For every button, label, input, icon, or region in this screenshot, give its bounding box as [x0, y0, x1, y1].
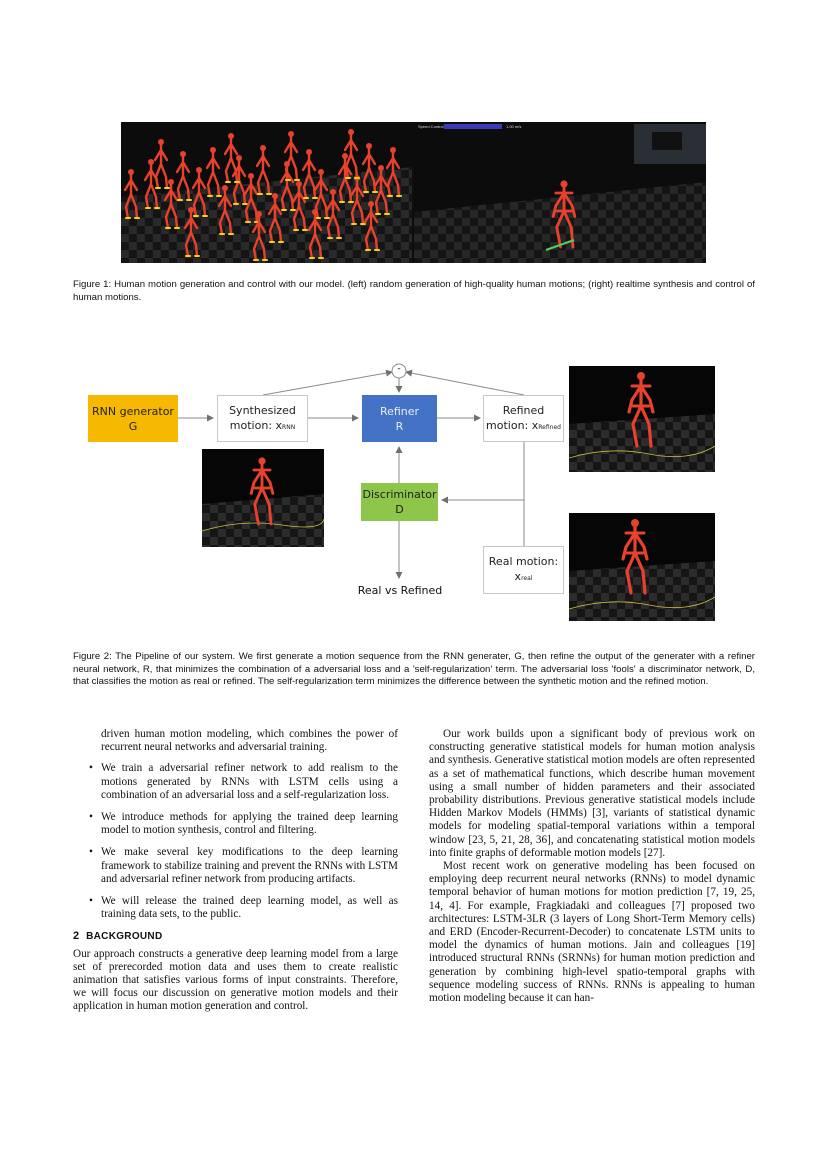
speed-control-value: 1.00 m/s	[506, 124, 522, 129]
rnn-generator-symbol: G	[128, 419, 138, 433]
intro-text: driven human motion modeling, which combines the power of recurrent neural networks and adversarial training.	[101, 728, 398, 754]
list-item: • We train a adversarial refiner network to add realism to the motions generated by RNNs with LSTM cells using a combination of an adversarial loss and a self-regularization loss.	[87, 762, 398, 802]
list-item: • We make several key modifications to the deep learning framework to stabilize training and prevent the RNNs with LSTM and adversarial refiner network from producing artifacts.	[87, 846, 398, 886]
refined-symbol: motion: x	[486, 418, 539, 432]
refiner-label: Refiner	[379, 404, 420, 418]
figure-1-left-panel	[121, 122, 412, 263]
figure-2-caption: Figure 2: The Pipeline of our system. We first generate a motion sequence from the RNN generater, G, then refine the output of the generater with a refiner neural network, R, that minimizes the combination of a adversarial loss and a 'self-regularization' term. The adversarial loss 'fools' a discriminator network, D, that classifies the motion as real or refined. The self-regularization term minimizes the difference between the synthetic motion and the refined motion.	[73, 651, 755, 688]
section-number: 2	[73, 930, 80, 943]
rnn-generator-box	[88, 395, 178, 442]
real-motion-box	[483, 546, 564, 594]
discriminator-symbol: D	[395, 503, 404, 516]
right-column	[429, 728, 755, 1005]
figure-1-right-panel	[414, 122, 706, 263]
real-motion-thumbnail	[569, 513, 715, 621]
crowd-generation-image	[121, 122, 412, 263]
figure-1-caption: Figure 1: Human motion generation and control with our model. (left) random generation of high-quality human motions; (right) realtime synthesis and control of human motions.	[73, 279, 755, 303]
figure-1	[121, 122, 706, 263]
real-motion-subscript: real	[521, 575, 533, 582]
refined-motion-thumbnail	[569, 366, 715, 472]
list-item: • We introduce methods for applying the trained deep learning model to motion synthesis, control and filtering.	[87, 811, 398, 837]
realtime-control-image	[414, 122, 706, 263]
section-title: BACKGROUND	[86, 931, 163, 943]
left-column	[73, 728, 398, 1014]
refined-label: Refined	[502, 403, 545, 417]
synthesized-subscript: RNN	[282, 423, 296, 431]
discriminator-label: Discriminator	[362, 488, 437, 501]
refined-subscript: Refined	[538, 423, 561, 431]
figure-2	[0, 360, 827, 630]
synthesized-motion-box	[217, 395, 308, 442]
contribution-list	[73, 762, 398, 921]
refiner-symbol: R	[395, 419, 404, 433]
real-motion-label: Real motion:	[488, 555, 559, 568]
synthesized-motion-thumbnail	[202, 449, 324, 547]
rnn-generator-label: RNN generator	[92, 404, 174, 418]
synthesized-label: Synthesized	[229, 403, 296, 417]
paragraph: Our work builds upon a significant body of previous work on constructing generative statistical models for human motion analysis and synthesis. Generative statistical motion models are often represented as a set of mathematical functions, which describe human movement using a small number of hidden parameters and their associated probability distributions. Previous generative statistical models include Hidden Markov Models (HMMs) [3], variants of statistical dynamic models for modeling spatial-temporal variations within a temporal window [23, 5, 21, 28, 36], and concatenating statistical motion models into finite graphs of deformable motion models [27].	[429, 728, 755, 859]
real-vs-refined-label: Real vs Refined	[357, 584, 443, 597]
synthesized-symbol: motion: x	[229, 418, 283, 432]
minus-sign: -	[397, 364, 401, 374]
section-body: Our approach constructs a generative deep learning model from a large set of prerecorded motion data and uses them to create realistic animation that satisfies various forms of input constraints. Therefore, we will focus our discussion on generative motion models and their application in human motion generation and control.	[73, 947, 398, 1013]
speed-control-label: Speed Control	[418, 124, 444, 129]
refiner-box	[362, 395, 437, 442]
list-item: • We will release the trained deep learning model, as well as training data sets, to the public.	[87, 895, 398, 921]
paragraph: Most recent work on generative modeling has been focused on employing deep recurrent neural networks (RNNs) to model dynamic temporal behavior of human motions for motion prediction [7, 19, 25, 14, 4]. For example, Fragkiadaki and colleagues [7] proposed two architectures: LSTM-3LR (3 layers of Long Short-Term Memory cells) and ERD (Encoder-Recurrent-Decoder) to concatenate LSTM units to model the dynamics of human motions. Jain and colleagues [19] introduced structural RNNs (SRNNs) for human motion prediction and generation by combining high-level spatio-temporal graphs with sequence modeling success of RNNs. RNNs is appealing to human motion modeling because it can han-	[429, 860, 755, 1005]
discriminator-box	[361, 483, 438, 521]
section-heading	[73, 930, 398, 943]
real-motion-symbol: x	[514, 570, 522, 583]
refined-motion-box	[483, 395, 564, 442]
